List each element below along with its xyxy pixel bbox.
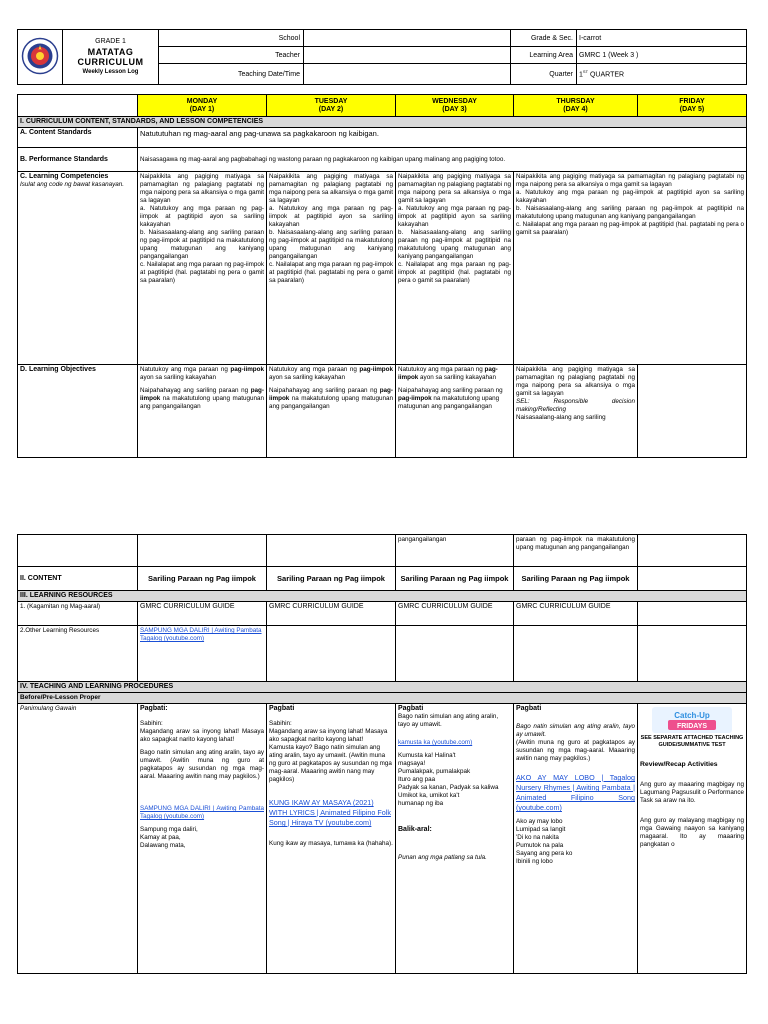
day-header-wednesday: [396, 95, 514, 117]
continuation-label-cell: [18, 535, 138, 567]
competency-text: b. Naisasaalang-alang ang sariling paraan ng pag-iimpok at pagtitipid na makatutulong upang matugunan ang kaniyang pangangailangan: [516, 205, 744, 220]
learning-objectives-label: D. Learning Objectives: [18, 365, 138, 458]
continuation-thursday: paraan ng pag-iimpok na makatutulong upang matugunan ang pangangailangan: [514, 535, 638, 567]
competency-text: c. Nailalapat ang mga paraan ng pag-iimpok at pagtitipid (hal. pagtatabi ng pera o gamit sa paaralan): [398, 261, 511, 284]
friday-text: Ang guro ay malayang magbigay ng mga Gawaing naayon sa kaniyang magaaral. Ito ay maaaring pangkatan o: [640, 817, 744, 848]
objectives-monday: [138, 365, 267, 458]
objectives-tuesday: [267, 365, 396, 458]
competency-text: Naipakikita ang pagiging matiyaga sa pamamagitan ng palagiang pagtatabi ng mga naipong pera sa alkansiya o mga gamit sa lagayan: [140, 173, 264, 204]
teacher-label: Teacher: [159, 47, 304, 64]
objective-text: ayon sa sariling kakayahan: [140, 374, 216, 381]
competency-text: c. Nailalapat ang mga paraan ng pag-iimpok at pagtitipid (hal. pagtatabi ng pera o gamit sa paaralan): [516, 221, 744, 236]
sel-note: [516, 398, 635, 414]
competency-text: a. Natutukoy ang mga paraan ng pag-iimpok at pagtitipid ayon sa sariling kakayahan: [398, 205, 511, 228]
competency-text: a. Natutukoy ang mga paraan ng pag-iimpok at pagtitipid ayon sa sariling kakayahan: [516, 189, 744, 204]
section-procedures-title: IV. TEACHING AND LEARNING PROCEDURES: [18, 682, 747, 693]
resource-1-thursday: GMRC CURRICULUM GUIDE: [514, 602, 638, 626]
sampung-daliri-link[interactable]: SAMPUNG MGA DALIRI | Awiting Pambata Tagalog (youtube.com): [140, 627, 262, 642]
resource-1-monday: GMRC CURRICULUM GUIDE: [138, 602, 267, 626]
day-header-thursday: [514, 95, 638, 117]
objective-keyword: pag-iimpok: [398, 366, 498, 381]
greeting-heading: Pagbati: [516, 705, 542, 712]
objective-text: Naipakikita ang pagiging matiyaga sa pamamagitan ng palagiang pagtatabi ng mga naipong pera sa alkansiya o mga gamit sa lagayan: [516, 366, 635, 397]
sel-label: SEL:: [516, 398, 554, 405]
grade-label: GRADE 1: [95, 38, 126, 45]
resource-2-wednesday: [396, 626, 514, 682]
competency-text: b. Naisasaalang-alang ang sariling paraan ng pag-iimpok at pagtitipid na makatutulong upang matugunan ang kaniyang pangangailangan: [269, 229, 393, 260]
lesson-table-part2: [17, 534, 747, 974]
resource-2-tuesday: [267, 626, 396, 682]
content-topic-thursday: Sariling Paraan ng Pag iimpok: [514, 567, 638, 591]
quarter-word: QUARTER: [588, 71, 625, 79]
competency-text: Naipakikita ang pagiging matiyaga sa pamamagitan ng palagiang pagtatabi ng mga naipong pera sa alkansiya o mga gamit sa lagayan: [516, 173, 744, 188]
song-line: Pumutok na pala: [516, 842, 564, 849]
resource-2-label: 2.Other Learning Resources: [18, 626, 138, 682]
objective-text: Natutukoy ang mga paraan ng: [140, 366, 231, 373]
competencies-tuesday: [267, 172, 396, 365]
objective-2: [269, 387, 393, 411]
grade-title: [63, 30, 159, 85]
objective-keyword: pag-iimpok: [140, 387, 264, 402]
day-name: FRIDAY: [679, 97, 705, 105]
before-lesson-title: Before/Pre-Lesson Proper: [18, 693, 747, 704]
day-name: MONDAY: [186, 97, 218, 105]
section-curriculum-title: I. CURRICULUM CONTENT, STANDARDS, AND LESSON COMPETENCIES: [18, 117, 747, 128]
lesson-table-part1: [17, 94, 747, 458]
objective-text: na makatutulong upang matugunan ang pangangailangan: [140, 395, 264, 410]
content-topic-wednesday: Sariling Paraan ng Pag iimpok: [396, 567, 514, 591]
objective-text: Naisasaalang-alang ang sariling: [516, 414, 606, 421]
resource-2-thursday: [514, 626, 638, 682]
competency-text: c. Nailalapat ang mga paraan ng pag-iimpok at pagtitipid (hal. pagtatabi ng pera o gamit sa paaralan): [269, 261, 393, 284]
content-standards-label: A. Content Standards: [18, 128, 138, 148]
competency-text: a. Natutukoy ang mga paraan ng pag-iimpok at pagtitipid ayon sa sariling kakayahan: [269, 205, 393, 228]
grade-sec-field[interactable]: I-carrot: [577, 30, 747, 47]
resource-1-wednesday: GMRC CURRICULUM GUIDE: [396, 602, 514, 626]
procedure-text: Magandang araw sa inyong lahat! Masaya ako sapagkat narito kayong lahat!: [269, 728, 388, 743]
continuation-friday: [638, 535, 747, 567]
objective-text: Naipahahayag ang sariling paraan ng: [398, 387, 503, 394]
learning-competencies-label: C. Learning Competencies: [20, 173, 109, 180]
panimulang-gawain-label: Panimulang Gawain: [18, 704, 138, 974]
competency-text: Naipakikita ang pagiging matiyaga sa pamamagitan ng palagiang pagtatabi ng mga naipong pera sa alkansiya o mga gamit sa lagayan: [269, 173, 393, 204]
teaching-date-field[interactable]: [304, 64, 511, 85]
deped-seal: [18, 30, 63, 85]
objective-keyword: pag-iimpok: [269, 387, 393, 402]
continuation-tuesday: [267, 535, 396, 567]
song-line: Ako ay may lobo: [516, 818, 563, 825]
day-number: (DAY 3): [442, 105, 467, 113]
competencies-wednesday: [396, 172, 514, 365]
objective-keyword: pag-iimpok: [359, 366, 393, 373]
day-name: THURSDAY: [556, 97, 595, 105]
objective-keyword: pag-iimpok: [230, 366, 264, 373]
song-line: Umikot ka, umikot ka't: [398, 792, 460, 799]
catch-up-logo-word: Catch-Up: [674, 711, 710, 720]
curriculum-label: CURRICULUM: [77, 57, 144, 67]
learning-area-field[interactable]: GMRC 1 (Week 3 ): [577, 47, 747, 64]
objective-keyword: pag-iimpok: [398, 395, 432, 402]
song-line: magsaya!: [398, 760, 426, 767]
sampung-daliri-link[interactable]: SAMPUNG MGA DALIRI | Awiting Pambata Tagalog (youtube.com): [140, 805, 264, 820]
header-table: [17, 29, 747, 85]
objective-1: [398, 366, 511, 382]
day-header-tuesday: [267, 95, 396, 117]
competency-text: b. Naisasaalang-alang ang sariling paraan ng pag-iimpok at pagtitipid na makatutulong upang matugunan ang kaniyang pangangailangan: [398, 229, 511, 260]
learning-area-label: Learning Area: [511, 47, 577, 64]
song-line: Sayang ang pera ko: [516, 850, 573, 857]
song-line: 'Di ko na nakita: [516, 834, 559, 841]
grade-sec-label: Grade & Sec.: [511, 30, 577, 47]
section-learning-resources-title: III. LEARNING RESOURCES: [18, 591, 747, 602]
procedure-friday: [638, 704, 747, 974]
resource-1-label: 1. (Kagamitan ng Mag-aaral): [18, 602, 138, 626]
objectives-wednesday: [396, 365, 514, 458]
greeting-heading: Pagbati:: [140, 705, 168, 712]
objective-text: Naipahahayag ang sariling paraan ng: [140, 387, 251, 394]
friday-note: SEE SEPARATE ATTACHED TEACHING GUIDE/SUMMATIVE TEST: [640, 735, 744, 748]
resource-2-monday: [138, 626, 267, 682]
matatag-label: MATATAG: [87, 47, 134, 57]
teaching-date-label: Teaching Date/Time: [159, 64, 304, 85]
fridays-logo-word: FRIDAYS: [676, 723, 708, 730]
procedure-text: Sabihin:: [140, 720, 163, 727]
competency-text: c. Nailalapat ang mga paraan ng pag-iimpok at pagtitipid (hal. pagtatabi ng pera o gamit sa paaralan): [140, 261, 264, 284]
objective-text: Naipahahayag ang sariling paraan ng: [269, 387, 380, 394]
day-header-monday: [138, 95, 267, 117]
day-number: (DAY 2): [318, 105, 344, 113]
friday-text: Ang guro ay maaaring magbigay ng Lagumang Pagsusulit o Performance Task sa araw na ito.: [640, 781, 744, 804]
review-recap-heading: Review/Recap Activities: [640, 761, 718, 768]
resource-1-tuesday: GMRC CURRICULUM GUIDE: [267, 602, 396, 626]
continuation-wednesday: pangangailangan: [396, 535, 514, 567]
quarter-number: 1: [579, 71, 583, 79]
procedure-text: (Awitin muna ng guro at pagkatapos ay susundan ng mga mag-aaral. Maaaring awitin nang may pagkilos.): [516, 739, 635, 762]
ako-ay-may-lobo-link[interactable]: AKO AY MAY LOBO | Tagalog Nursery Rhymes | Awiting Pambata | Animated Filipino Song (youtube.com): [516, 773, 635, 812]
objective-1: [269, 366, 393, 382]
sel-text: Responsible decision making/Reflecting: [516, 398, 635, 413]
quarter-label: Quarter: [511, 64, 577, 85]
objective-text: ayon sa sariling kakayahan: [418, 374, 497, 381]
song-line: Kumusta ka! Halina't: [398, 752, 456, 759]
objective-2: [140, 387, 264, 411]
song-line: Kamay at paa,: [140, 834, 181, 841]
content-topic-monday: Sariling Paraan ng Pag iimpok: [138, 567, 267, 591]
competencies-thursday: [514, 172, 747, 365]
quarter-field[interactable]: [577, 64, 747, 85]
deped-seal-icon: [21, 37, 59, 75]
song-line: Ibinili ng lobo: [516, 858, 553, 865]
resource-2-friday: [638, 626, 747, 682]
objective-text: Natutukoy ang mga paraan ng: [269, 366, 360, 373]
continuation-monday: [138, 535, 267, 567]
performance-standards-label: B. Performance Standards: [18, 148, 138, 172]
objective-text: Natutukoy ang mga paraan ng: [398, 366, 485, 373]
balik-aral-heading: Balik-aral:: [398, 826, 432, 833]
day-header-friday: [638, 95, 747, 117]
objective-text: na makatutulong upang matugunan ang pangangailangan: [269, 395, 393, 410]
procedure-text: Bago natin simulan ang ating aralin, tayo ay umawit.: [398, 713, 499, 728]
procedure-tuesday: [267, 704, 396, 974]
procedure-monday: [138, 704, 267, 974]
objective-text: ayon sa sariling kakayahan: [269, 374, 345, 381]
resource-1-friday: [638, 602, 747, 626]
procedure-text: Kamusta kayo? Bago natin simulan ang ating aralin, tayo ay umawit. (Awitin muna ng guro at pagkatapos ay susundan ng mga mag-aaral. Maaaring awitin nang may pagkilos): [269, 744, 392, 783]
competency-text: b. Naisasaalang-alang ang sariling paraan ng pag-iimpok at pagtitipid na makatutulong upang matugunan ang kaniyang pangangailangan: [140, 229, 264, 260]
song-line: humanap ng iba: [398, 800, 444, 807]
catch-up-fridays-logo: [652, 707, 732, 733]
song-line: Padyak sa kanan, Padyak sa kaliwa: [398, 784, 499, 791]
performance-standards-text: Naisasagawa ng mag-aaral ang pagbabahagi ng wastong paraan ng pagkakaroon ng kaibigan upang malinang ang pagiging totoo.: [138, 148, 747, 172]
kung-ikaw-ay-masaya-link[interactable]: KUNG IKAW AY MASAYA (2021) WITH LYRICS | Animated Filipino Folk Song | Hiraya TV (youtube.com): [269, 798, 391, 827]
content-topic-tuesday: Sariling Paraan ng Pag iimpok: [267, 567, 396, 591]
learning-competencies-note: Isulat ang code ng bawat kasanayan.: [20, 181, 124, 188]
objective-text: na makatutulong upang matugunan ang pangangailangan: [398, 395, 500, 410]
log-type-label: Weekly Lesson Log: [82, 69, 139, 75]
song-line: Ituro ang paa: [398, 776, 436, 783]
procedure-thursday: [514, 704, 638, 974]
procedure-text: Kung ikaw ay masaya, tumawa ka (hahaha).: [269, 840, 393, 847]
school-label: School: [159, 30, 304, 47]
competency-text: a. Natutukoy ang mga paraan ng pag-iimpok at pagtitipid ayon sa sariling kakayahan: [140, 205, 264, 228]
kamusta-ka-link[interactable]: kamusta ka (youtube.com): [398, 739, 473, 746]
learning-competencies-label-cell: [18, 172, 138, 365]
song-line: Dalawang mata,: [140, 842, 186, 849]
teacher-field[interactable]: [304, 47, 511, 64]
content-section-label: II. CONTENT: [18, 567, 138, 591]
objectives-thursday: [514, 365, 638, 458]
day-name: TUESDAY: [314, 97, 348, 105]
procedure-text: Magandang araw sa inyong lahat! Masaya ako sapagkat narito kayong lahat!: [140, 728, 264, 743]
competency-text: Naipakikita ang pagiging matiyaga sa pamamagitan ng palagiang pagtatabi ng mga naipong pera sa alkansiya o mga gamit sa lagayan: [398, 173, 511, 204]
procedure-text: Bago natin simulan ang ating aralin, tayo ay umawit. (Awitin muna ng guro at pagkatapos ay susundan ng mga mag-aaral. Maaaring awitin nang may pagkilos.): [140, 749, 264, 780]
objectives-friday: [638, 365, 747, 458]
procedure-wednesday: [396, 704, 514, 974]
balik-aral-text: Punan ang mga patlang sa tula.: [398, 854, 487, 861]
objective-2: [398, 387, 511, 411]
quarter-suffix: ST: [582, 69, 589, 75]
corner-cell: [18, 95, 138, 117]
day-number: (DAY 5): [679, 105, 705, 113]
competencies-monday: [138, 172, 267, 365]
greeting-heading: Pagbati: [398, 705, 424, 712]
song-line: Lumipad sa langit: [516, 826, 566, 833]
song-line: Pumalakpak, pumalakpak: [398, 768, 471, 775]
day-number: (DAY 4): [563, 105, 588, 113]
greeting-heading: Pagbati: [269, 705, 295, 712]
objective-1: [140, 366, 264, 382]
school-field[interactable]: [304, 30, 511, 47]
day-name: WEDNESDAY: [432, 97, 477, 105]
song-line: Sampung mga daliri,: [140, 826, 198, 833]
content-topic-friday: [638, 567, 747, 591]
procedure-text: Sabihin:: [269, 720, 292, 727]
day-number: (DAY 1): [189, 105, 215, 113]
procedure-text: Bago natin simulan ang ating aralin, tayo ay umawit.: [516, 723, 635, 738]
content-standards-text: Natututuhan ng mag-aaral ang pag-unawa sa pagkakaroon ng kaibigan.: [138, 128, 747, 148]
